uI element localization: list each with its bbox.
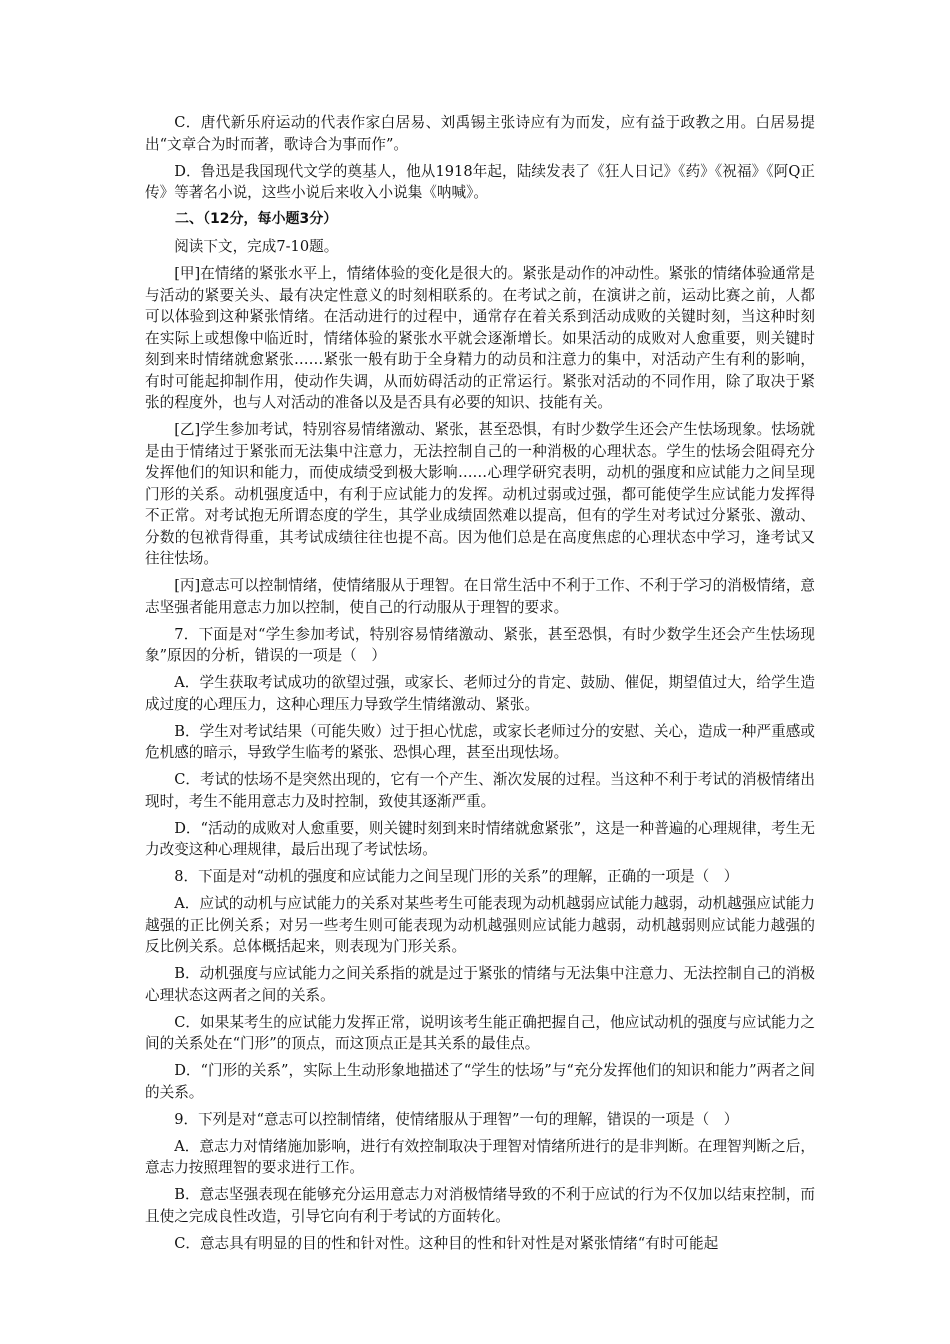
option-c-previous: C．唐代新乐府运动的代表作家白居易、刘禹锡主张诗应有为而发，应有益于政教之用。白居易提出“文章合为时而著，歌诗合为事而作”。	[145, 114, 815, 153]
section-heading: 二、（12分，每小题3分）	[175, 211, 338, 227]
passage-bing: [丙]意志可以控制情绪，使情绪服从于理智。在日常生活中不利于工作、不利于学习的消极情绪，意志坚强者能用意志力加以控制，使自己的行动服从于理智的要求。	[145, 577, 815, 616]
question-7: 7．下面是对“学生参加考试，特别容易情绪激动、紧张，甚至恐惧，有时少数学生还会产生怯场现象”原因的分析，错误的一项是（ ）	[145, 625, 815, 664]
question-9-option-c: C．意志具有明显的目的性和针对性。这种目的性和针对性是对紧张情绪“有时可能起	[174, 1234, 719, 1252]
question-8-option-c: C．如果某考生的应试能力发挥正常，说明该考生能正确把握自己，他应试动机的强度与应试能力之间的关系处在“门形”的顶点，而这顶点正是其关系的最佳点。	[145, 1013, 815, 1052]
question-8: 8．下面是对“动机的强度和应试能力之间呈现门形的关系”的理解，正确的一项是（ ）	[174, 868, 739, 885]
question-9-option-a: A．意志力对情绪施加影响，进行有效控制取决于理智对情绪所进行的是非判断。在理智判断之后，意志力按照理智的要求进行工作。	[145, 1137, 815, 1176]
question-8-option-a: A．应试的动机与应试能力的关系对某些考生可能表现为动机越弱应试能力越弱，动机越强应试能力越强的正比例关系；对另一些考生则可能表现为动机越强则应试能力越弱，动机越弱则应试能力越强的反比例关系。总体概括起来，则表现为门形关系。	[145, 895, 815, 955]
question-8-option-d: D．“门形的关系”，实际上生动形象地描述了“学生的怯场”与“充分发挥他们的知识和能力”两者之间的关系。	[145, 1062, 815, 1101]
question-8-option-b: B．动机强度与应试能力之间关系指的就是过于紧张的情绪与无法集中注意力、无法控制自己的消极心理状态这两者之间的关系。	[145, 965, 815, 1004]
question-7-option-c: C．考试的怯场不是突然出现的，它有一个产生、渐次发展的过程。当这种不利于考试的消极情绪出现时，考生不能用意志力及时控制，致使其逐渐严重。	[145, 771, 815, 810]
question-7-option-a: A．学生获取考试成功的欲望过强，或家长、老师过分的肯定、鼓励、催促，期望值过大，给学生造成过度的心理压力，这种心理压力导致学生情绪激动、紧张。	[145, 674, 815, 713]
question-7-option-d: D．“活动的成败对人愈重要，则关键时刻到来时情绪就愈紧张”，这是一种普遍的心理规律，考生无力改变这种心理规律，最后出现了考试怯场。	[145, 819, 815, 858]
option-d-previous: D．鲁迅是我国现代文学的奠基人，他从1918年起，陆续发表了《狂人日记》《药》《祝福》《阿Q正传》等著名小说，这些小说后来收入小说集《呐喊》。	[145, 162, 815, 201]
reading-intro: 阅读下文，完成7-10题。	[174, 238, 339, 255]
question-9: 9．下列是对“意志可以控制情绪，使情绪服从于理智”一句的理解，错误的一项是（ ）	[174, 1110, 739, 1128]
question-7-option-b: B．学生对考试结果（可能失败）过于担心忧虑，或家长老师过分的安慰、关心，造成一种严重感或危机感的暗示，导致学生临考的紧张、恐惧心理，甚至出现怯场。	[145, 722, 815, 761]
passage-yi: [乙]学生参加考试，特别容易情绪激动、紧张，甚至恐惧，有时少数学生还会产生怯场现象。怯场就是由于情绪过于紧张而无法集中注意力，无法控制自己的一种消极的心理状态。学生的怯场会阻碍充分发挥他们的知识和能力，而使成绩受到极大影响……心理学研究表明，动机的强度和应试能力之间呈现门形的关系。动机强度适中，有利于应试能力的发挥。动机过弱或过强，都可能使学生应试能力发挥得不正常。对考试抱无所谓态度的学生，其学业成绩固然难以提高，但有的学生对考试过分紧张、激动、分数的包袱背得重，其考试成绩往往也提不高。因为他们总是在高度焦虑的心理状态中学习，逢考试又往往怯场。	[145, 421, 815, 567]
question-9-option-b: B．意志坚强表现在能够充分运用意志力对消极情绪导致的不利于应试的行为不仅加以结束控制，而且使之完成良性改造，引导它向有利于考试的方面转化。	[145, 1186, 815, 1225]
passage-jia: [甲]在情绪的紧张水平上，情绪体验的变化是很大的。紧张是动作的冲动性。紧张的情绪体验通常是与活动的紧要关头、最有决定性意义的时刻相联系的。在考试之前，在演讲之前，运动比赛之前，人都可以体验到这种紧张情绪。在活动进行的过程中，通常存在着关系到活动成败的关键时刻，当这种时刻在实际上或想像中临近时，情绪体验的紧张水平就会逐渐增长。如果活动的成败对人愈重要，则关键时刻到来时情绪就愈紧张……紧张一般有助于全身精力的动员和注意力的集中，对活动产生有利的影响，有时可能起抑制作用，使动作失调，从而妨碍活动的正常运行。紧张对活动的不同作用，除了取决于紧张的程度外，也与人对活动的准备以及是否具有必要的知识、技能有关。	[145, 265, 815, 411]
document-page	[145, 112, 815, 1260]
